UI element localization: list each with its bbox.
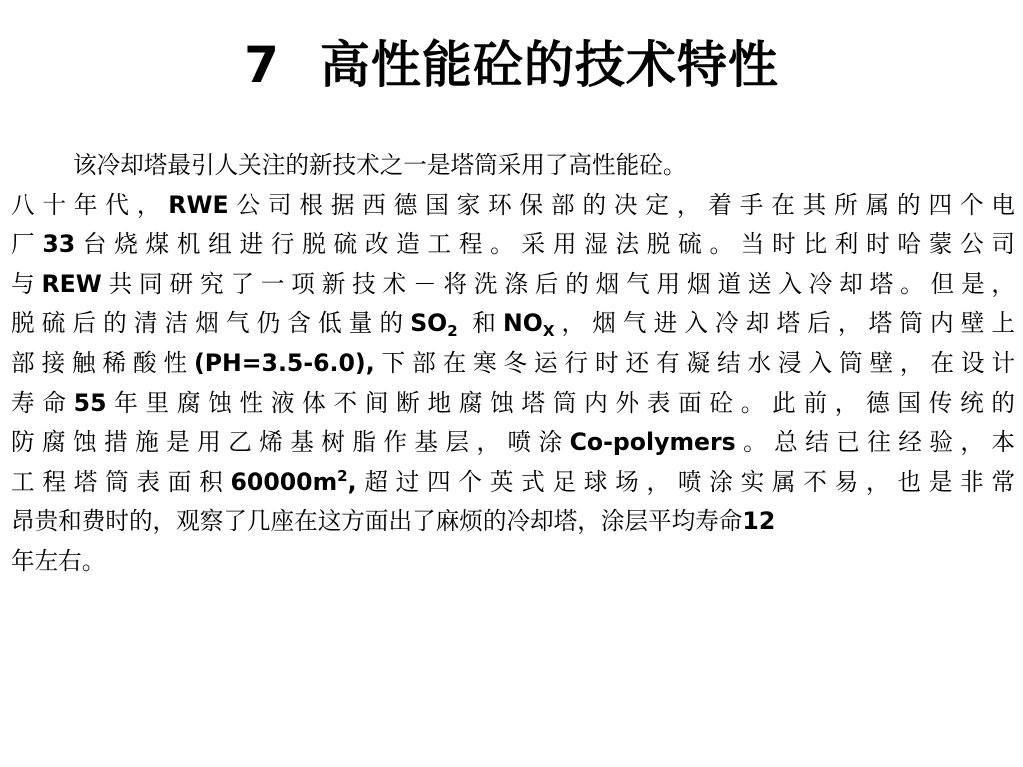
subscript: 2 [447, 322, 458, 341]
text-line [11, 265, 1015, 305]
text-run: 和 [457, 309, 504, 338]
text-run-bold: 55 [73, 388, 107, 417]
text-line [11, 502, 1015, 542]
text-line [11, 304, 1015, 344]
text-line [11, 384, 1015, 424]
title-text: 高性能砼的技术特性 [319, 36, 779, 94]
chemical-formula: SO [410, 309, 448, 338]
text-run: 脱硫后的清洁烟气仍含低量的 [11, 309, 411, 338]
chemical-formula: NO [503, 309, 543, 338]
text-line [11, 344, 1015, 384]
text-run: 下部在寒冬运行时还有凝结水浸入筒壁，在设计 [374, 348, 1016, 377]
section-number: 7 [244, 36, 280, 94]
text-run-bold: REW [41, 269, 102, 298]
text-run: 与 [11, 269, 42, 298]
text-run-bold: Co-polymers [569, 428, 736, 457]
text-run-bold: RWE [168, 190, 229, 219]
text-run: 工程塔筒表面积 [11, 467, 231, 496]
text-run-bold: 12 [742, 507, 776, 536]
text-run: 超过四个英式足球场，喷涂实属不易，也是非常 [356, 467, 1016, 496]
text-run: ，烟气进入冷却塔后，塔筒内壁上 [554, 309, 1016, 338]
text-run: 年里腐蚀性液体不间断地腐蚀塔筒内外表面砼。此前，德国传统的 [106, 388, 1015, 417]
text-run: 防腐蚀措施是用乙烯基树脂作基层，喷涂 [11, 428, 570, 457]
text-line [11, 542, 1015, 582]
text-run: 台烧煤机组进行脱硫改造工程。采用湿法脱硫。当时比利时哈蒙公司 [75, 230, 1015, 259]
text-run: 厂 [11, 230, 43, 259]
text-line [11, 225, 1015, 265]
text-run-bold: 60000m [230, 467, 338, 496]
text-run: 该冷却塔最引人关注的新技术之一是塔筒采用了高性能砼。 [73, 151, 687, 179]
text-run: 寿命 [11, 388, 74, 417]
text-line [11, 146, 1015, 186]
page-title [0, 28, 1023, 102]
text-run: 共同研究了一项新技术－将洗涤后的烟气用烟道送入冷却塔。但是， [101, 269, 1016, 298]
text-line [11, 423, 1015, 463]
text-run: 公司根据西德国家环保部的决定，着手在其所属的四个电 [228, 190, 1015, 219]
text-run: 昂贵和费时的，观察了几座在这方面出了麻烦的冷却塔，涂层平均寿命 [11, 507, 743, 536]
subscript: X [542, 322, 555, 341]
body-paragraph [11, 146, 1015, 582]
text-run-bold: 33 [42, 230, 76, 259]
text-run: 。总结已往经验，本 [735, 428, 1015, 457]
text-run: 部接触稀酸性 [11, 348, 194, 377]
text-run: 八十年代， [11, 190, 169, 219]
text-run-bold: , [347, 467, 357, 496]
text-run-bold: (PH=3.5-6.0), [193, 348, 375, 377]
text-line [11, 186, 1015, 226]
text-run: 年左右。 [11, 546, 106, 575]
text-line [11, 463, 1015, 503]
superscript: 2 [337, 466, 348, 485]
